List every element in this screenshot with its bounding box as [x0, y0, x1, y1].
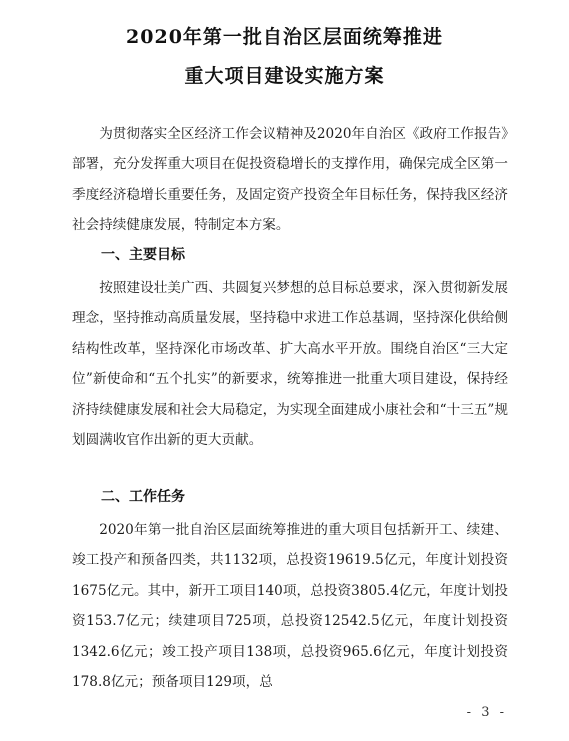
document-title-line-2: 重大项目建设实施方案	[184, 65, 385, 87]
document-title-line-1: 2020年第一批自治区层面统筹推进	[126, 26, 443, 48]
intro-paragraph: 为贯彻落实全区经济工作会议精神及2020年自治区《政府工作报告》部署，充分发挥重大项目在促投资稳增长的支撑作用，确保完成全区第一季度经济稳增长重要任务，及固定资产投资全年目标任务，保持我区经济社会持续健康发展，特制定本方案。	[72, 126, 508, 234]
page-number: - 3 -	[466, 705, 507, 720]
main-goals-paragraph: 按照建设壮美广西、共圆复兴梦想的总目标总要求，深入贯彻新发展理念，坚持推动高质量发展，坚持稳中求进工作总基调，坚持深化供给侧结构性改革，坚持深化市场改革、扩大高水平开放。围绕自治区“三大定位”新使命和“五个扎实”的新要求，统筹推进一批重大项目建设，保持经济持续健康发展和社会大局稳定，为实现全面建成小康社会和“十三五”规划圆满收官作出新的更大贡献。	[72, 280, 508, 449]
section-heading-work-tasks: 二、工作任务	[101, 489, 185, 505]
work-tasks-paragraph: 2020年第一批自治区层面统筹推进的重大项目包括新开工、续建、竣工投产和预备四类，共1132项，总投资19619.5亿元，年度计划投资1675亿元。其中，新开工项目140项，总投资3805.4亿元，年度计划投资153.7亿元；续建项目725项，总投资12542.5亿元，年度计划投资1342.6亿元；竣工投产项目138项，总投资965.6亿元，年度计划投资178.8亿元；预备项目129项，总	[72, 522, 508, 691]
section-heading-main-goals: 一、主要目标	[101, 247, 185, 263]
